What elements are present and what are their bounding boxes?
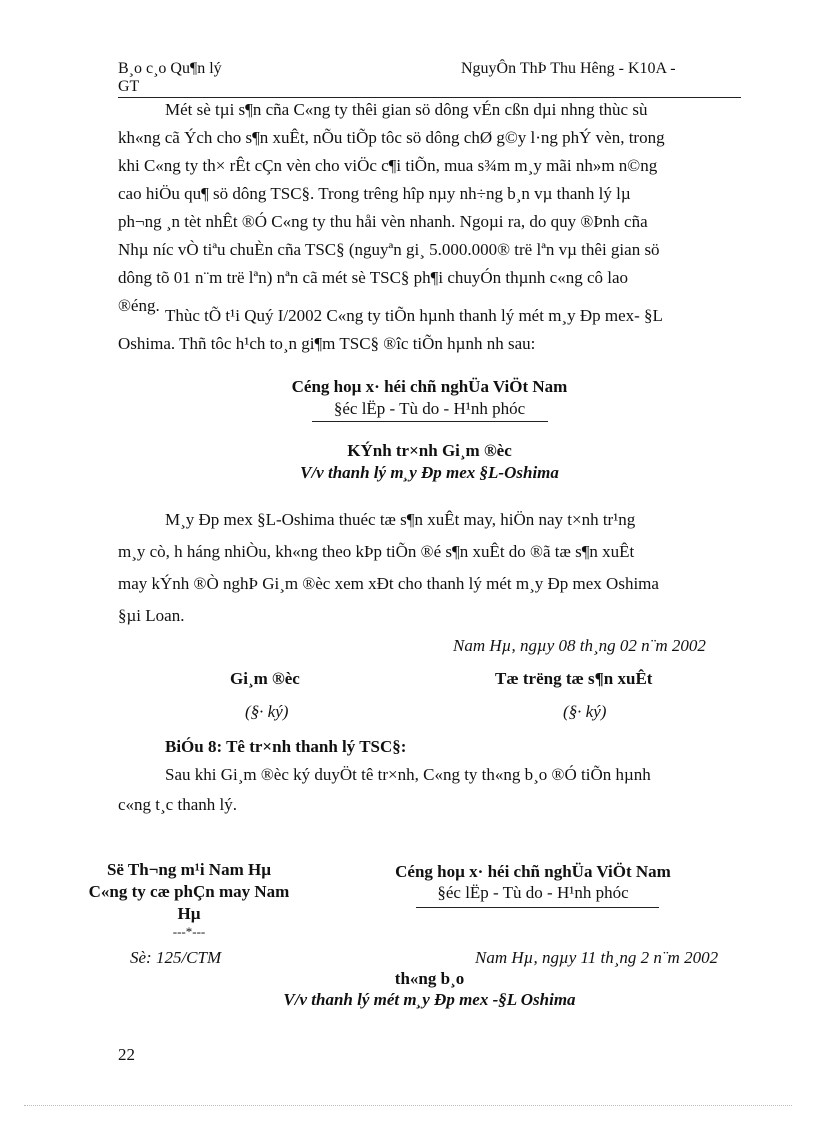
form1-sign-director: Gi¸m ®èc xyxy=(230,669,300,688)
form2-org-company-cont: Hµ xyxy=(177,904,201,923)
section-text: Sau khi Gi¸m ®èc ký duyÖt tê tr×nh, C«ng ty th«ng b¸o ®Ó tiÕn hµnh c«ng t¸c thanh lý. xyxy=(118,765,651,814)
form2-motto: §éc lËp - Tù do - H¹nh phóc xyxy=(437,883,629,902)
header-report-title: B¸o c¸o Qu¶n lý xyxy=(118,60,222,77)
paragraph-1: Mét sè tµi s¶n cña C«ng ty thêi gian sö dông vÉn cßn dµi nhng thùc sù kh«ng cã Ých cho s¶n xuÊt, nÕu tiÕp tôc sö dông chØ g©y l·ng phÝ vèn, trong khi C«ng ty th× rÊt cÇn vèn cho viÖc c¶i tiÕn, mua s¾m m¸y mãi nh»m n©ng cao hiÖu qu¶ sö dông TSC§. Trong trêng hîp nµy nh÷ng b¸n vµ thanh lý lµ ph¬ng ¸n tèt nhÊt ®Ó C«ng ty thu håi vèn nhanh. Ngoµi ra, do quy ®Þnh cña Nhµ níc vÒ tiªu chuÈn cña TSC§ (nguyªn gi¸ 5.000.000® trë lªn vµ thêi gian sö dông tõ 01 n¨m trë lªn) nªn cã mét sè TSC§ ph¶i chuyÓn thµnh c«ng cô lao ®éng. xyxy=(118,100,665,315)
form1-motto-rule xyxy=(312,421,548,422)
form1-date: Nam Hµ, ngµy 08 th¸ng 02 n¨m 2002 xyxy=(453,636,706,655)
form2-title: th«ng b¸o xyxy=(394,969,465,988)
form2-org-department: Së Th¬ng m¹i Nam Hµ xyxy=(106,860,272,879)
section-heading: BiÓu 8: Tê tr×nh thanh lý TSC§: xyxy=(165,737,407,756)
page-number: 22 xyxy=(118,1045,135,1064)
form2-date: Nam Hµ, ngµy 11 th¸ng 2 n¨m 2002 xyxy=(475,948,719,967)
form2-org-company: C«ng ty cæ phÇn may Nam xyxy=(88,882,290,901)
form1-sign-team-leader: Tæ trëng tæ s¶n xuÊt xyxy=(495,669,653,688)
form1-title: KÝnh tr×nh Gi¸m ®èc xyxy=(347,441,512,460)
header-report-title-cont: GT xyxy=(118,78,140,95)
form1-subject: V/v thanh lý m¸y Ðp mex §L-Oshima xyxy=(300,463,559,482)
paragraph-2: Thùc tÕ t¹i Quý I/2002 C«ng ty tiÕn hµnh thanh lý mét m¸y Ðp mex- §L Oshima. Thñ tôc h¹ch to¸n gi¶m TSC§ ®îc tiÕn hµnh nh sau: xyxy=(118,306,663,353)
form2-nation-heading: Céng hoµ x· héi chñ nghÜa ViÖt Nam xyxy=(395,862,671,881)
form2-org-separator: ---*--- xyxy=(172,924,206,939)
form1-signed-left: (§· ký) xyxy=(245,702,289,721)
form1-motto: §éc lËp - Tù do - H¹nh phóc xyxy=(333,399,526,418)
form1-nation-heading: Céng hoµ x· héi chñ nghÜa ViÖt Nam xyxy=(291,377,568,396)
page-bottom-border xyxy=(24,1105,792,1106)
form2-doc-number: Sè: 125/CTM xyxy=(130,948,222,967)
form2-subject: V/v thanh lý mét m¸y Ðp mex -§L Oshima xyxy=(283,990,576,1009)
form1-signed-right: (§· ký) xyxy=(563,702,607,721)
form1-content: M¸y Ðp mex §L-Oshima thuéc tæ s¶n xuÊt may, hiÖn nay t×nh tr¹ng m¸y cò, h háng nhiÒu, kh«ng theo kÞp tiÕn ®é s¶n xuÊt do ®ã tæ s¶n xuÊt may kÝnh ®Ò nghÞ Gi¸m ®èc xem xÐt cho thanh lý mét m¸y Ðp mex Oshima §µi Loan. xyxy=(118,510,659,625)
header-author: NguyÔn ThÞ Thu Hêng - K10A - xyxy=(461,60,676,77)
form2-motto-rule xyxy=(416,907,659,908)
